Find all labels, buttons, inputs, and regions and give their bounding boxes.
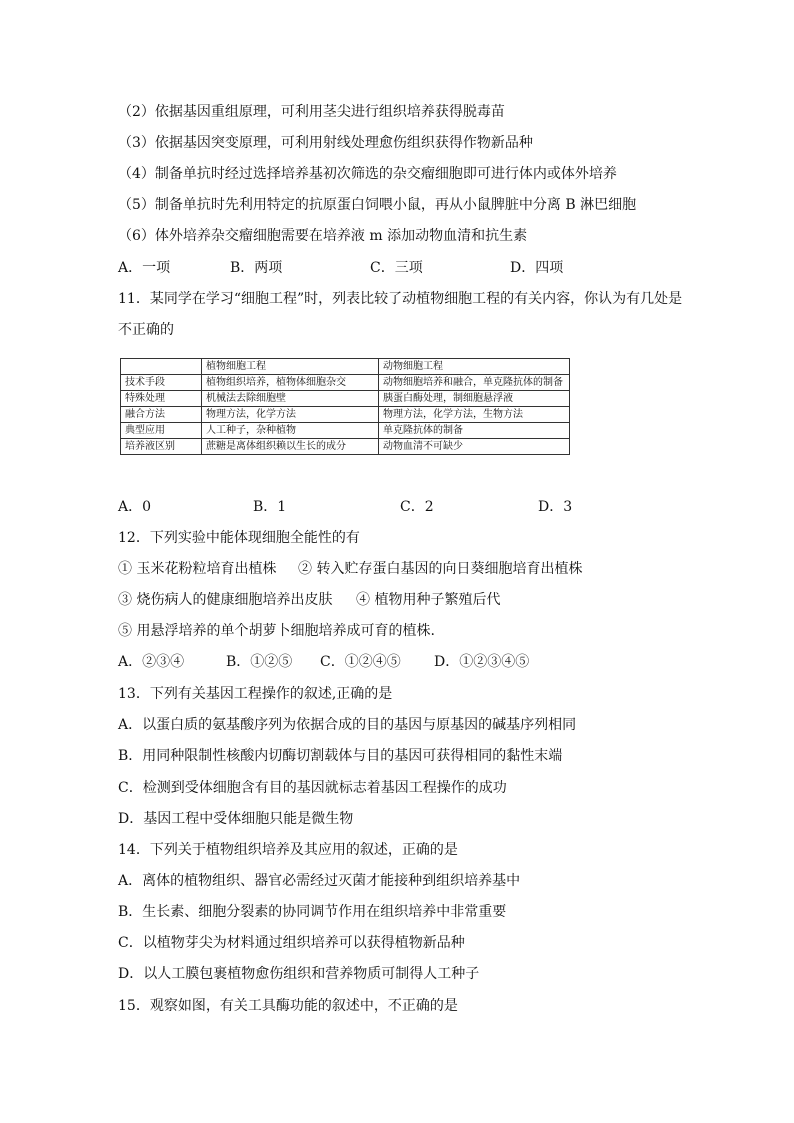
q14-option-a: A．离体的植物组织、器官必需经过灭菌才能接种到组织培养基中 bbox=[118, 873, 521, 889]
q10-option-b: B．两项 bbox=[230, 260, 283, 276]
q11-stem-line2: 不正确的 bbox=[118, 322, 174, 338]
comparison-table bbox=[120, 358, 570, 455]
q11-option-a: A．0 bbox=[118, 499, 152, 515]
table-row bbox=[121, 375, 570, 391]
q13-option-b: B．用同种限制性核酸内切酶切割载体与目的基因可获得相同的黏性末端 bbox=[118, 748, 563, 764]
q10-option-c: C．三项 bbox=[370, 260, 423, 276]
table-cell: 人工种子，杂种植物 bbox=[202, 423, 379, 439]
table-header-cell: 植物细胞工程 bbox=[202, 359, 379, 375]
q12-option-b: B．①②⑤ bbox=[226, 654, 293, 670]
table-cell: 胰蛋白酶处理，制细胞悬浮液 bbox=[379, 391, 570, 407]
q13-option-c: C．检测到受体细胞含有目的基因就标志着基因工程操作的成功 bbox=[118, 780, 507, 796]
q12-option-d: D．①②③④⑤ bbox=[434, 654, 530, 670]
q12-item-2: ② 转入贮存蛋白基因的向日葵细胞培育出植株 bbox=[298, 561, 583, 577]
q14-stem: 14．下列关于植物组织培养及其应用的叙述，正确的是 bbox=[118, 842, 458, 858]
table-cell: 典型应用 bbox=[121, 423, 202, 439]
table-row bbox=[121, 439, 570, 455]
q10-item-6: （6）体外培养杂交瘤细胞需要在培养液 m 添加动物血清和抗生素 bbox=[118, 228, 528, 244]
q10-item-2: （2）依据基因重组原理，可利用茎尖进行组织培养获得脱毒苗 bbox=[118, 104, 505, 120]
table-cell: 动物血清不可缺少 bbox=[379, 439, 570, 455]
table-header-row bbox=[121, 359, 570, 375]
table-cell: 单克隆抗体的制备 bbox=[379, 423, 570, 439]
table-cell: 植物组织培养，植物体细胞杂交 bbox=[202, 375, 379, 391]
q12-option-a: A．②③④ bbox=[118, 654, 185, 670]
q12-stem: 12．下列实验中能体现细胞全能性的有 bbox=[118, 530, 360, 546]
table-cell: 物理方法，化学方法，生物方法 bbox=[379, 407, 570, 423]
q10-option-d: D．四项 bbox=[510, 260, 564, 276]
table-cell: 物理方法，化学方法 bbox=[202, 407, 379, 423]
q12-item-3: ③ 烧伤病人的健康细胞培养出皮肤 bbox=[118, 592, 333, 608]
table-cell: 机械法去除细胞壁 bbox=[202, 391, 379, 407]
table-cell: 融合方法 bbox=[121, 407, 202, 423]
q14-option-b: B．生长素、细胞分裂素的协同调节作用在组织培养中非常重要 bbox=[118, 904, 507, 920]
table-cell: 技术手段 bbox=[121, 375, 202, 391]
table-row bbox=[121, 391, 570, 407]
table-header-cell: 动物细胞工程 bbox=[379, 359, 570, 375]
table-cell: 蔗糖是离体组织赖以生长的成分 bbox=[202, 439, 379, 455]
q14-option-d: D．以人工膜包裹植物愈伤组织和营养物质可制得人工种子 bbox=[118, 966, 480, 982]
table-cell: 特殊处理 bbox=[121, 391, 202, 407]
table-cell: 培养液区别 bbox=[121, 439, 202, 455]
q11-option-b: B．1 bbox=[253, 499, 287, 515]
q15-stem: 15．观察如图，有关工具酶功能的叙述中，不正确的是 bbox=[118, 998, 458, 1014]
q12-item-5: ⑤ 用悬浮培养的单个胡萝卜细胞培养成可育的植株. bbox=[118, 623, 435, 639]
q13-option-d: D．基因工程中受体细胞只能是微生物 bbox=[118, 811, 354, 827]
q12-item-1: ① 玉米花粉粒培育出植株 bbox=[118, 561, 277, 577]
q10-option-a: A．一项 bbox=[118, 260, 171, 276]
table-row bbox=[121, 423, 570, 439]
q10-item-5: （5）制备单抗时先利用特定的抗原蛋白饲喂小鼠，再从小鼠脾脏中分离 B 淋巴细胞 bbox=[118, 197, 637, 213]
q10-item-3: （3）依据基因突变原理，可利用射线处理愈伤组织获得作物新品种 bbox=[118, 135, 533, 151]
q12-item-4: ④ 植物用种子繁殖后代 bbox=[356, 592, 501, 608]
q11-option-d: D．3 bbox=[538, 499, 573, 515]
table-cell: 动物细胞培养和融合，单克隆抗体的制备 bbox=[379, 375, 570, 391]
table-row bbox=[121, 407, 570, 423]
q14-option-c: C．以植物芽尖为材料通过组织培养可以获得植物新品种 bbox=[118, 935, 465, 951]
q11-option-c: C．2 bbox=[400, 499, 434, 515]
q13-option-a: A．以蛋白质的氨基酸序列为依据合成的目的基因与原基因的碱基序列相同 bbox=[118, 717, 577, 733]
q13-stem: 13．下列有关基因工程操作的叙述,正确的是 bbox=[118, 686, 393, 702]
q10-item-4: （4）制备单抗时经过选择培养基初次筛选的杂交瘤细胞即可进行体内或体外培养 bbox=[118, 166, 617, 182]
q12-option-c: C．①②④⑤ bbox=[320, 654, 401, 670]
q11-stem-line1: 11．某同学在学习“细胞工程”时，列表比较了动植物细胞工程的有关内容，你认为有几处是 bbox=[118, 291, 683, 307]
table-header-cell bbox=[121, 359, 202, 375]
